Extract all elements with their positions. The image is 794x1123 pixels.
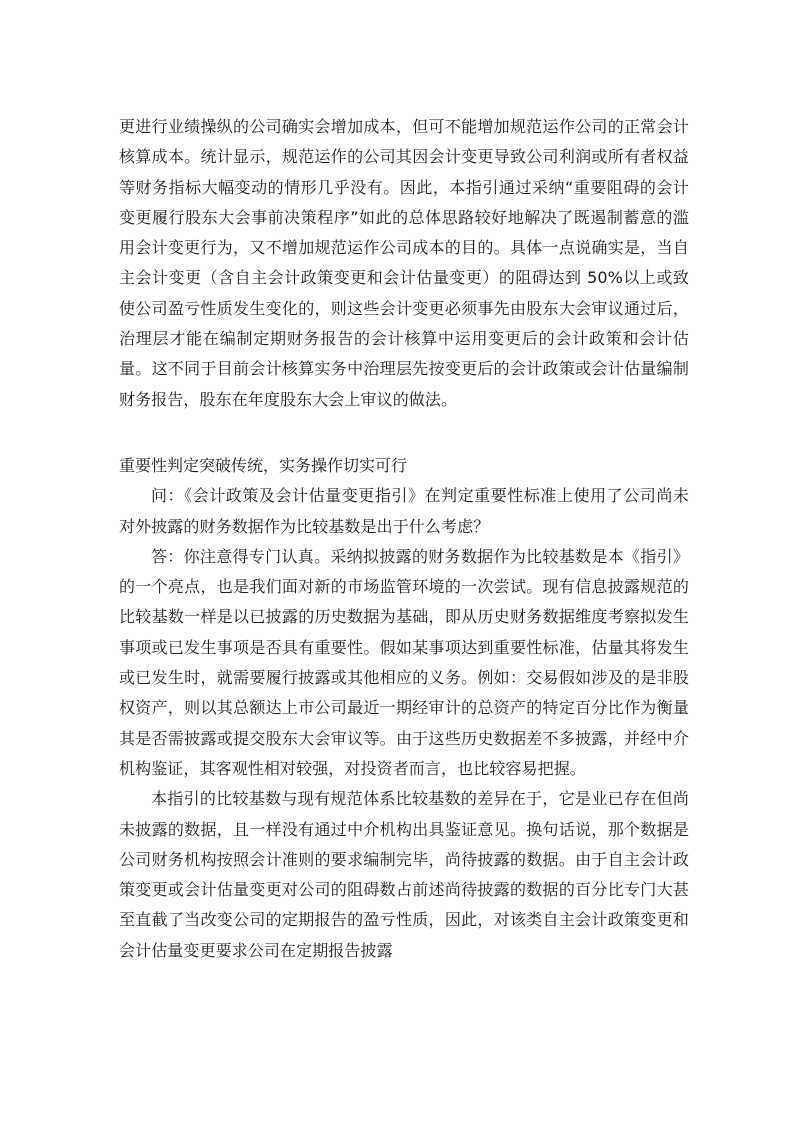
body-paragraph: 更进行业绩操纵的公司确实会增加成本，但可不能增加规范运作公司的正常会计核算成本。统计显示，规范运作的公司其因会计变更导致公司利润或所有者权益等财务指标大幅变动的情形几乎没有。因此，本指引通过采纳“重要阻碍的会计变更履行股东大会事前决策程序”如此的总体思路较好地解决了既遏制蓄意的滥用会计变更行为，又不增加规范运作公司成本的目的。具体一点说确实是，当自主会计变更（含自主会计政策变更和会计估量变更）的阻碍达到 50%以上或致使公司盈亏性质发生变化的，则这些会计变更必须事先由股东大会审议通过后，治理层才能在编制定期财务报告的会计核算中运用变更后的会计政策和会计估量。这不同于目前会计核算实务中治理层先按变更后的会计政策或会计估量编制财务报告，股东在年度股东大会上审议的做法。 [119, 117, 689, 409]
answer-paragraph-continued: 本指引的比较基数与现有规范体系比较基数的差异在于，它是业已存在但尚未披露的数据，且一样没有通过中介机构出具鉴证意见。换句话说，那个数据是公司财务机构按照会计准则的要求编制完毕，尚待披露的数据。由于自主会计政策变更或会计估量变更对公司的阻碍数占前述尚待披露的数据的百分比专门大甚至直截了当改变公司的定期报告的盈亏性质，因此，对该类自主会计政策变更和会计估量变更要求公司在定期报告披露 [119, 789, 689, 960]
answer-paragraph: 答：你注意得专门认真。采纳拟披露的财务数据作为比较基数是本《指引》的一个亮点，也是我们面对新的市场监管环境的一次尝试。现有信息披露规范的比较基数一样是以已披露的历史数据为基础，即从历史财务数据维度考察拟发生事项或已发生事项是否具有重要性。假如某事项达到重要性标准，估量其将发生或已发生时，就需要履行披露或其他相应的义务。例如：交易假如涉及的是非股权资产，则以其总额达上市公司最近一期经审计的总资产的特定百分比作为衡量其是否需披露或提交股东大会审议等。由于这些历史数据差不多披露，并经中介机构鉴证，其客观性相对较强，对投资者而言，也比较容易把握。 [119, 546, 689, 778]
document-page [119, 112, 689, 966]
section-heading: 重要性判定突破传统，实务操作切实可行 [119, 455, 408, 475]
paragraph-gap [119, 415, 689, 451]
question-paragraph: 问：《会计政策及会计估量变更指引》在判定重要性标准上使用了公司尚未对外披露的财务数据作为比较基数是出于什么考虑？ [119, 486, 689, 536]
